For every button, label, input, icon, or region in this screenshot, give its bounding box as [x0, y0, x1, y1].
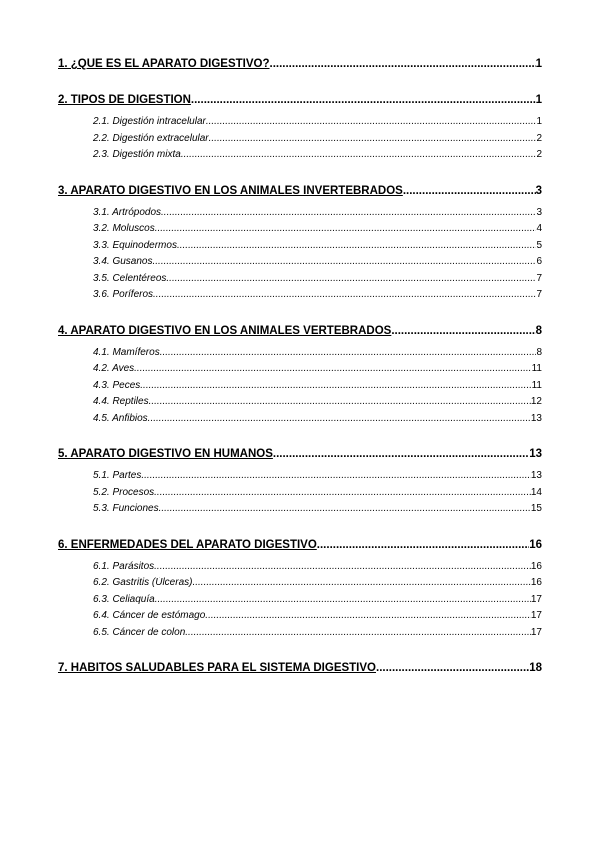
toc-subentry-page: 8: [536, 346, 542, 358]
dot-leader: [159, 503, 531, 514]
toc-heading-title: 7. HÁBITOS SALUDABLES PARA EL SISTEMA DIGESTIVO: [58, 662, 376, 674]
dot-leader: [149, 396, 531, 407]
toc-subentry[interactable]: [58, 594, 542, 611]
toc-subentry-page: 17: [530, 626, 542, 638]
toc-subentry-title: 4.1. Mamíferos: [93, 346, 160, 358]
toc-subentry-page: 4: [536, 223, 542, 234]
toc-subentry[interactable]: [58, 133, 542, 150]
toc-subentry[interactable]: [58, 223, 542, 240]
dot-leader: [177, 240, 536, 251]
dot-leader: [161, 207, 536, 218]
toc-subentry-page: 6: [536, 256, 542, 267]
dot-leader: [317, 539, 529, 551]
dot-leader: [403, 185, 536, 197]
dot-leader: [166, 273, 536, 284]
toc-heading-page: 13: [529, 448, 542, 460]
toc-heading-page: 8: [535, 324, 542, 337]
toc-subentry-page: 5: [536, 239, 542, 251]
toc-subentry-page: 14: [530, 486, 542, 498]
dot-leader: [391, 325, 535, 337]
toc-heading-page: 16: [529, 538, 542, 551]
toc-heading-title: 6. ENFERMEDADES DEL APARATO DIGESTIVO: [58, 538, 317, 551]
toc-subentry[interactable]: [58, 273, 542, 290]
dot-leader: [137, 363, 532, 374]
toc-subentry-title: 6.1. Parásitos: [93, 560, 155, 572]
toc-subentry[interactable]: [58, 207, 542, 224]
toc-subentry-page: 16: [530, 577, 542, 588]
dot-leader: [185, 627, 531, 638]
toc-heading-entry[interactable]: [58, 185, 542, 202]
toc-subentry-page: 3: [536, 206, 542, 218]
toc-heading-title: 1. ¿QUÉ ES EL APARATO DIGESTIVO?: [58, 58, 270, 70]
toc-subentry-title: 3.6. Poríferos: [93, 289, 154, 300]
toc-subentry[interactable]: [58, 347, 542, 364]
toc-heading-entry[interactable]: [58, 58, 542, 75]
toc-subentry-page: 17: [530, 610, 542, 621]
toc-subentry-title: 4.3. Peces: [93, 379, 141, 391]
dot-leader: [209, 133, 537, 144]
toc-subentry-title: 3.3. Equinodermos: [93, 239, 177, 251]
dot-leader: [181, 149, 537, 160]
toc-subentry[interactable]: [58, 561, 542, 578]
toc-subentry-page: 15: [530, 503, 542, 514]
toc-subentry-page: 7: [536, 289, 542, 300]
toc-heading-entry[interactable]: [58, 94, 542, 111]
toc-heading-page: 1: [535, 94, 542, 106]
toc-subentry-page: 11: [531, 379, 542, 391]
toc-subentry-title: 4.5. Anfibios: [93, 412, 148, 424]
dot-leader: [152, 256, 536, 267]
dot-leader: [192, 577, 530, 588]
toc-subentry-title: 3.5. Celentéreos: [93, 272, 167, 284]
toc-subentry[interactable]: [58, 116, 542, 133]
toc-subentry-title: 6.4. Cáncer de estómago: [93, 610, 206, 621]
dot-leader: [155, 594, 531, 605]
dot-leader: [205, 610, 531, 621]
toc-heading-page: 1: [535, 58, 542, 70]
dot-leader: [141, 470, 531, 481]
toc-subentry-title: 5.1. Partes: [93, 470, 142, 481]
toc-subentry-title: 4.2. Aves.: [93, 363, 137, 374]
toc-subentry[interactable]: [58, 470, 542, 487]
toc-subentry-title: 3.1. Artrópodos: [93, 206, 162, 218]
toc-heading-title: 3. APARATO DIGESTIVO EN LOS ANIMALES INVERTEBRADOS: [58, 184, 403, 197]
dot-leader: [273, 448, 529, 460]
toc-subentry[interactable]: [58, 396, 542, 413]
dot-leader: [140, 380, 531, 391]
toc-subentry[interactable]: [58, 363, 542, 380]
toc-subentry[interactable]: [58, 413, 542, 430]
toc-subentry-page: 7: [536, 272, 542, 284]
toc-subentry-page: 11: [531, 363, 542, 374]
table-of-contents: [58, 58, 542, 698]
dot-leader: [160, 347, 537, 358]
toc-subentry-page: 12: [530, 396, 542, 407]
toc-subentry-title: 2.2. Digestión extracelular: [93, 132, 209, 144]
dot-leader: [191, 94, 536, 106]
toc-subentry-title: 6.3. Celiaquía: [93, 593, 155, 605]
toc-subentry-page: 16: [530, 560, 542, 572]
toc-heading-page: 3: [535, 184, 542, 197]
toc-subentry-page: 13: [530, 412, 542, 424]
dot-leader: [153, 289, 536, 300]
toc-subentry-page: 13: [530, 470, 542, 481]
toc-section: [58, 185, 542, 306]
toc-section: [58, 539, 542, 644]
toc-subentry-title: 2.1. Digestión intracelular: [93, 116, 206, 127]
toc-subentry[interactable]: [58, 240, 542, 257]
dot-leader: [206, 116, 537, 127]
toc-heading-entry[interactable]: [58, 539, 542, 556]
toc-heading-title: 4. APARATO DIGESTIVO EN LOS ANIMALES VERTEBRADOS: [58, 324, 392, 337]
toc-subentry-title: 4.4. Reptiles: [93, 396, 149, 407]
toc-heading-entry[interactable]: [58, 325, 542, 342]
toc-section: [58, 448, 542, 520]
toc-subentry-page: 2: [536, 149, 542, 160]
toc-subentry-page: 1: [536, 116, 542, 127]
toc-subentry[interactable]: [58, 487, 542, 504]
toc-heading-title: 5. APARATO DIGESTIVO EN HUMANOS: [58, 448, 273, 460]
toc-subentry[interactable]: [58, 289, 542, 306]
toc-subentry-title: 6.5. Cáncer de colon: [93, 626, 186, 638]
toc-section: [58, 325, 542, 430]
toc-subentry[interactable]: [58, 610, 542, 627]
toc-subentry[interactable]: [58, 503, 542, 520]
toc-heading-entry[interactable]: [58, 448, 542, 465]
toc-subentry-title: 3.2. Moluscos: [93, 223, 155, 234]
dot-leader: [270, 58, 536, 70]
toc-subentry[interactable]: [58, 627, 542, 644]
toc-section: [58, 58, 542, 75]
dot-leader: [376, 662, 529, 674]
toc-subentry-title: 6.2. Gastritis (Úlceras): [93, 577, 193, 588]
toc-subentry-title: 3.4. Gusanos: [93, 256, 153, 267]
dot-leader: [157, 487, 531, 498]
toc-subentry-title: 5.3. Funciones: [93, 503, 159, 514]
toc-section: [58, 662, 542, 679]
toc-subentry[interactable]: [58, 380, 542, 397]
toc-subentry-page: 17: [530, 593, 542, 605]
toc-heading-title: 2. TIPOS DE DIGESTIÓN: [58, 94, 191, 106]
dot-leader: [148, 413, 531, 424]
toc-subentry[interactable]: [58, 577, 542, 594]
toc-subentry[interactable]: [58, 256, 542, 273]
toc-subentry-page: 2: [536, 132, 542, 144]
toc-subentry[interactable]: [58, 149, 542, 166]
toc-heading-entry[interactable]: [58, 662, 542, 679]
toc-heading-page: 18: [529, 662, 542, 674]
toc-subentry-title: 5.2. Procesos.: [93, 486, 157, 498]
toc-section: [58, 94, 542, 166]
dot-leader: [154, 561, 531, 572]
dot-leader: [155, 223, 537, 234]
toc-subentry-title: 2.3. Digestión mixta: [93, 149, 181, 160]
